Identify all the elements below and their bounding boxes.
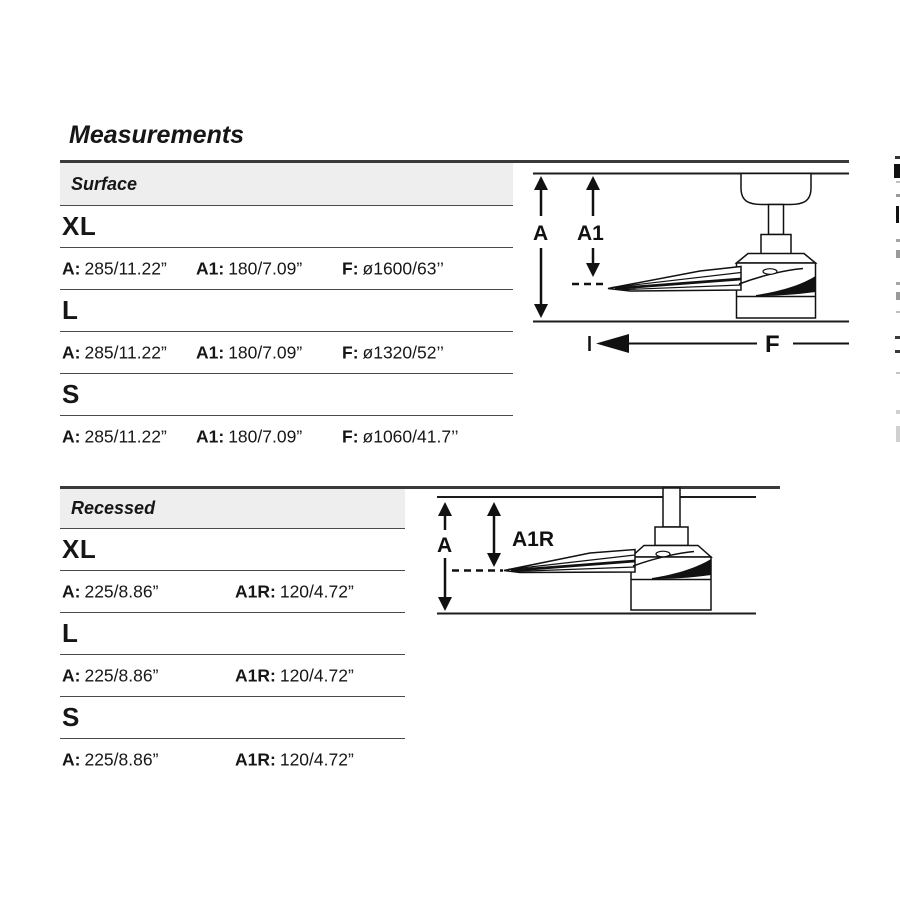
- measurement-cell: F: ø1320/52’’: [342, 342, 444, 362]
- table-row: [60, 739, 405, 781]
- measurement-cell: F: ø1060/41.7’’: [342, 426, 459, 447]
- motor-top: [737, 254, 816, 264]
- page-edge-fragment: [895, 336, 900, 339]
- page-edge-fragment: [896, 282, 900, 285]
- arrowhead-up: [534, 176, 548, 190]
- recessed-rod: [663, 488, 680, 527]
- fan-illustration: [631, 488, 711, 610]
- recessed-table: [60, 489, 405, 781]
- measurement-cell: A: 285/11.22”: [62, 258, 167, 278]
- page-edge-fragment: [896, 426, 900, 442]
- blade-hub: [763, 269, 777, 275]
- measurement-cell: A1: 180/7.09”: [196, 258, 303, 278]
- page-edge-fragment: [896, 206, 899, 223]
- dimension-a1-label: A1: [577, 222, 604, 245]
- arrowhead-up: [438, 502, 452, 516]
- page-edge-fragment: [896, 372, 900, 374]
- page-edge-fragment: [895, 350, 900, 353]
- arrowhead-up: [586, 176, 600, 190]
- arrowhead-down: [438, 597, 452, 611]
- measurement-cell: A1: 180/7.09”: [196, 342, 303, 362]
- coupling: [761, 235, 791, 255]
- measurement-cell: A: 285/11.22”: [62, 426, 167, 447]
- page-edge-fragment: [896, 181, 900, 183]
- motor-body: [631, 557, 711, 610]
- page-title: Measurements: [69, 121, 245, 149]
- arrowhead-left: [596, 334, 629, 353]
- page-edge-fragment: [896, 239, 900, 242]
- dimension-a-label: A: [437, 534, 453, 557]
- arrowhead-up: [487, 502, 501, 516]
- recessed-header-band: [60, 489, 405, 529]
- page-edge-fragment: [895, 156, 900, 159]
- page-edge-fragment: [896, 410, 900, 414]
- size-label: S: [62, 702, 80, 732]
- surface-table: [60, 163, 513, 458]
- table-row: [60, 416, 513, 458]
- table-row: [60, 206, 513, 248]
- size-label: XL: [62, 211, 97, 241]
- page-edge-fragment: [896, 250, 900, 258]
- table-row: [60, 374, 513, 416]
- coupling: [655, 527, 688, 546]
- size-label: L: [62, 618, 79, 648]
- recessed-header-label: Recessed: [71, 498, 156, 518]
- page-edge-fragment: [894, 164, 900, 178]
- measurement-cell: A: 225/8.86”: [62, 665, 159, 685]
- table-row: [60, 571, 405, 613]
- table-row: [60, 332, 513, 374]
- arrowhead-down: [487, 553, 501, 567]
- table-row: [60, 248, 513, 290]
- page-edge-fragment: [896, 194, 900, 197]
- size-label: L: [62, 295, 79, 325]
- blade-hub: [656, 551, 670, 557]
- surface-header-label: Surface: [71, 173, 138, 194]
- arrowhead-down: [586, 263, 600, 277]
- measurement-cell: A1: 180/7.09”: [196, 426, 303, 447]
- arrowhead-down: [534, 304, 548, 318]
- recessed-mount-diagram: [425, 480, 765, 620]
- measurement-cell: A1R: 120/4.72”: [235, 581, 354, 601]
- measurement-cell: A1R: 120/4.72”: [235, 665, 354, 685]
- downrod: [769, 205, 784, 235]
- measurement-cell: F: ø1600/63’’: [342, 258, 444, 278]
- measurement-cell: A: 225/8.86”: [62, 581, 159, 601]
- dimension-f-label: F: [765, 331, 780, 358]
- surface-mount-diagram: [520, 155, 860, 367]
- page-edge-fragment: [896, 292, 900, 300]
- table-row: [60, 697, 405, 739]
- measurement-cell: A1R: 120/4.72”: [235, 749, 354, 770]
- table-row: [60, 290, 513, 332]
- dimension-a-label: A: [533, 222, 549, 245]
- table-row: [60, 613, 405, 655]
- measurement-cell: A: 285/11.22”: [62, 342, 167, 362]
- surface-header-band: [60, 163, 513, 206]
- table-row: [60, 655, 405, 697]
- table-row: [60, 529, 405, 571]
- size-label: XL: [62, 534, 97, 564]
- page-edge-fragment: [896, 311, 900, 313]
- measurement-cell: A: 225/8.86”: [62, 749, 159, 770]
- canopy: [741, 174, 811, 205]
- size-label: S: [62, 379, 80, 409]
- dimension-a1r-label: A1R: [512, 528, 555, 551]
- dimension-f: [590, 331, 850, 358]
